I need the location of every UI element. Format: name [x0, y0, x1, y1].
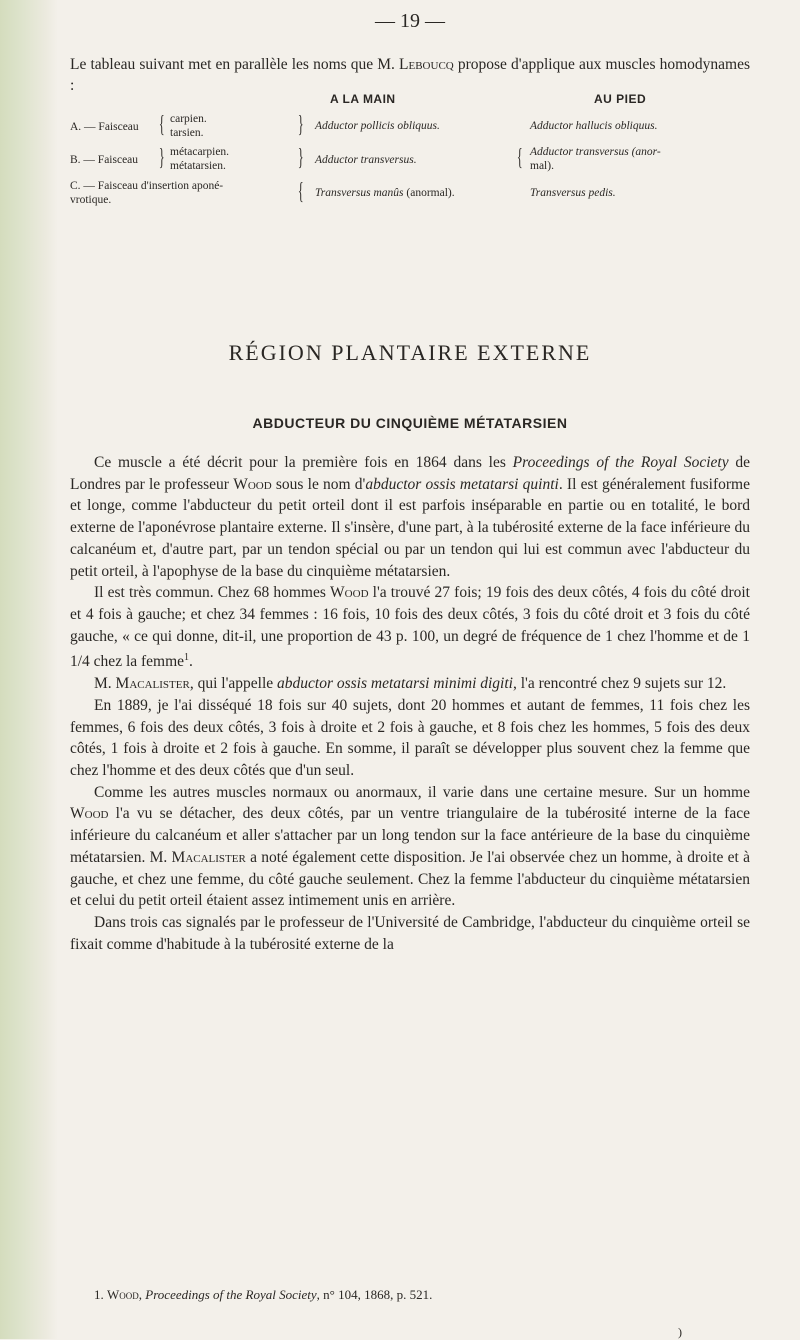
row-a-sub2: tarsien.: [170, 127, 204, 139]
paragraph-4: En 1889, je l'ai disséqué 18 fois sur 40 sujets, dont 20 hommes et autant de femmes, 11 fois chez les femmes, 6 fois des deux côtés, 3 fois à droite et 2 fois à gauche, et 8 fois chez les hommes, 5 fois des deux côtés, 1 fois à droite et 2 fois à gauche. En somme, il paraît se développer plus souvent chez la femme que chez l'homme et des deux côtés que d'un seul.: [70, 696, 750, 779]
brace-icon: }: [297, 145, 304, 171]
paragraph-6: Dans trois cas signalés par le professeur de l'Université de Cambridge, l'abducteur du cinquième orteil se fixait comme d'habitude à la tubérosité externe de la: [70, 913, 750, 953]
section-title: ABDUCTEUR DU CINQUIÈME MÉTATARSIEN: [252, 415, 568, 431]
row-b-sub2: métatarsien.: [170, 160, 226, 172]
row-c-main: Transversus manûs (anormal).: [315, 187, 455, 199]
author-lebouq: Lebоucq: [399, 56, 454, 73]
paragraph-5: Comme les autres muscles normaux ou anormaux, il varie dans une certaine mesure. Sur un homme Wood l'a vu se détacher, des deux côtés, par un ventre triangulaire de la tubérosité interne de la face inférieure du calcanéum et aller s'attacher par un long tendon sur la face antérieure de la base du cinquième métatarsien. M. Macalister a noté également cette disposition. Je l'ai observée chez un homme, à droite et à gauche, et chez une femme, du côté gauche seulement. Chez la femme l'abducteur du cinquième métatarsien et celui du petit orteil étaient assez intimement unis en arrière.: [70, 783, 750, 910]
brace-icon: {: [158, 112, 165, 138]
column-head-pied: AU PIED: [594, 92, 647, 106]
footnote-ref: 1: [184, 652, 190, 664]
brace-icon: }: [297, 112, 304, 138]
row-b-label: B. — Faisceau: [70, 154, 139, 166]
row-b-sub1: métacarpien.: [170, 146, 230, 158]
row-c-pied: Transversus pedis.: [530, 187, 616, 199]
region-title: RÉGION PLANTAIRE EXTERNE: [228, 340, 592, 365]
row-c-label-line1: C. — Faisceau d'insertion aponé-: [70, 180, 224, 192]
row-b-main: Adductor transversus.: [315, 154, 417, 166]
row-a-pied: Adductor hallucis obliquus.: [530, 120, 658, 132]
row-a-main: Adductor pollicis obliquus.: [315, 120, 440, 132]
footnote: 1. Wood, Proceedings of the Royal Society, n° 104, 1868, p. 521.: [94, 1287, 433, 1302]
body-text: [70, 452, 750, 955]
paragraph-3: M. Macalister, qui l'appelle abductor ossis metatarsi minimi digiti, l'a rencontré chez 9 sujets sur 12.: [94, 675, 727, 693]
stray-mark: ): [678, 1325, 682, 1339]
row-a-sub1: carpien.: [170, 113, 207, 125]
page-edge-shadow: [0, 0, 58, 1339]
paragraph-1: Ce muscle a été décrit pour la première fois en 1864 dans les Proceedings of the Royal Society de Londres par le professeur Wood sous le nom d'abductor ossis metatarsi quinti. Il est généralement fusiforme et longe, comme l'abducteur du petit orteil dont il est parfois inséparable en partie ou en totalité, le bord externe de l'aponévrose plantaire externe. Il s'insère, d'une part, à la tubérosité externe de la face inférieure du calcanéum et, d'autre part, par un tendon spécial ou par un tendon qui lui est commun avec l'abducteur du petit orteil, à l'apophyse de la base du cinquième métatarsien.: [70, 454, 750, 580]
row-b-pied-line2: mal).: [530, 160, 554, 172]
brace-icon: {: [516, 145, 523, 171]
brace-icon: {: [297, 179, 304, 205]
page-number: — 19 —: [375, 10, 445, 32]
row-a-label: A. — Faisceau: [70, 121, 139, 133]
brace-icon: }: [158, 145, 165, 171]
book-page: [70, 0, 750, 1339]
intro-paragraph: Le tableau suivant met en parallèle les noms que M. Lebоucq propose d'applique aux muscles homodynames :: [70, 56, 750, 94]
paragraph-2: Il est très commun. Chez 68 hommes Wood l'a trouvé 27 fois; 19 fois des deux côtés, 4 fois du côté droit et 4 fois à gauche; et chez 34 femmes : 16 fois, 10 fois des deux côtés, 3 fois du côté droit et 3 fois du côté gauche, « ce qui donne, dit-il, une proportion de 43 p. 100, un degré de fréquence de 1 chez l'homme et de 1 1/4 chez la femme$^1$.: [70, 584, 750, 671]
row-b-pied-line1: Adductor transversus (anor-: [530, 146, 661, 158]
row-c-label-line2: vrotique.: [70, 194, 112, 206]
column-head-main: A LA MAIN: [330, 92, 396, 106]
